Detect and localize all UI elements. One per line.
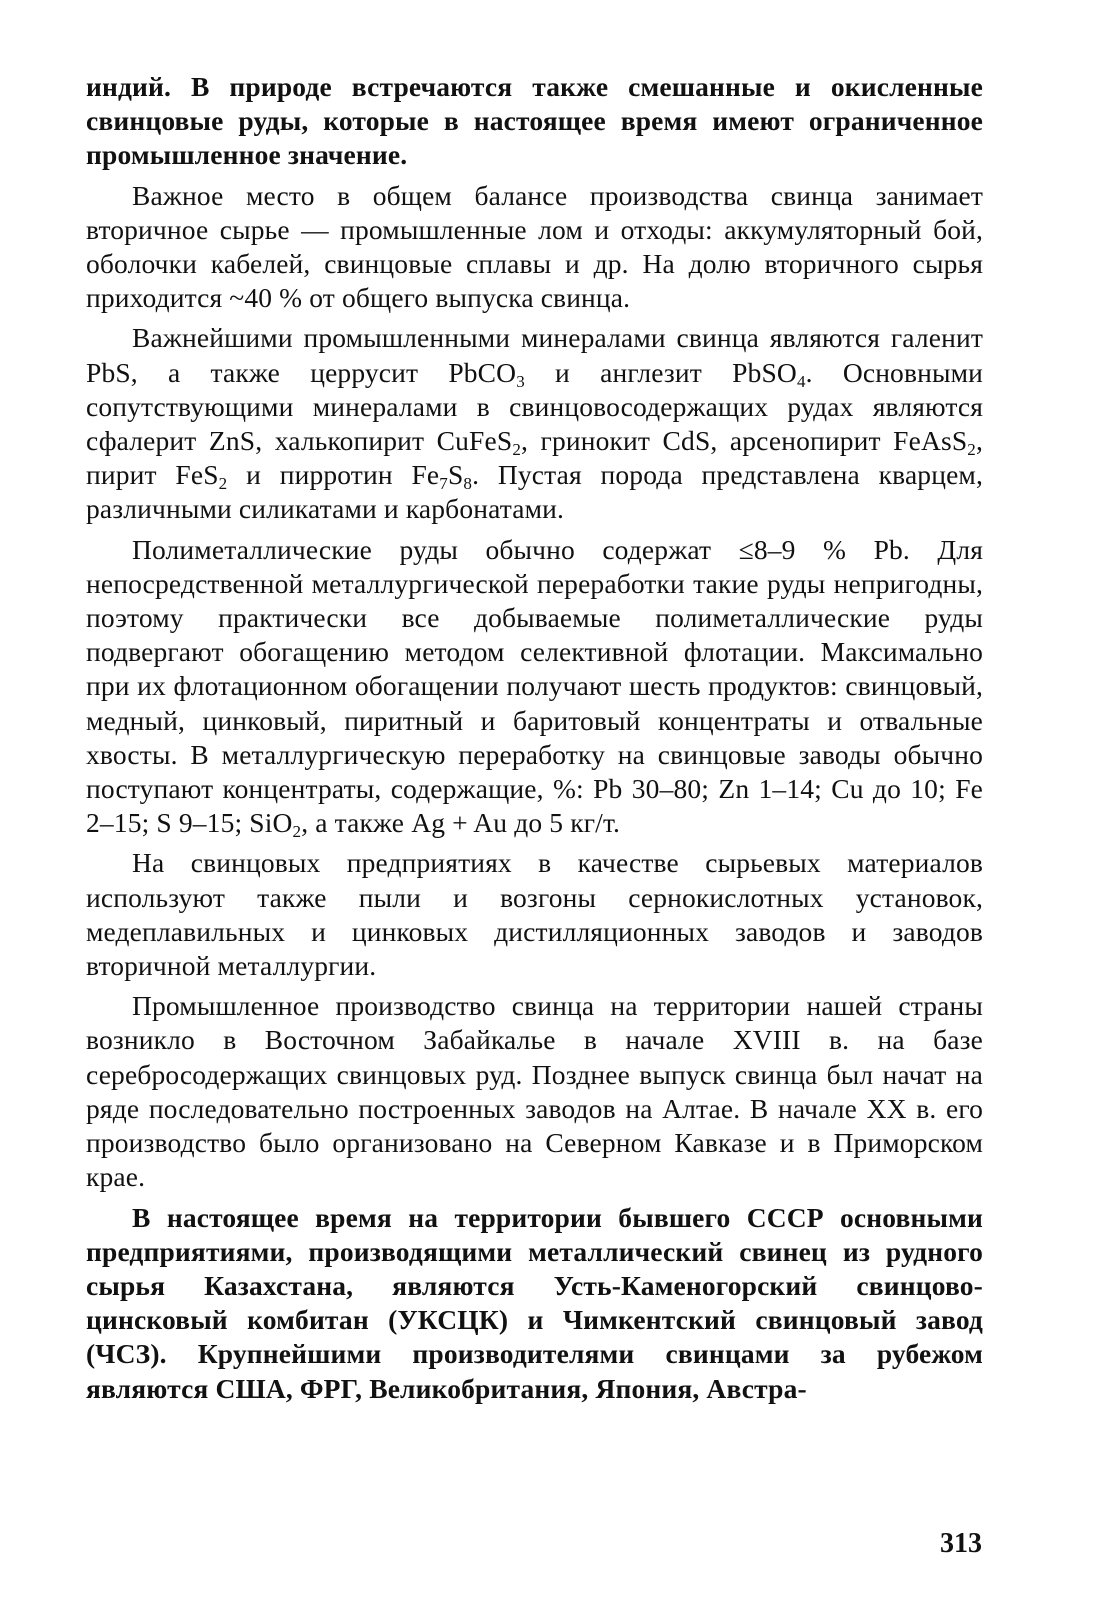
paragraph-4: Полиметаллические руды обычно содержат ≤8–9 % Pb. Для непосредственной металлургической переработки такие руды непригодны, поэтому практически все добываемые полиметаллические руды подвергают обогащению методом селективной флотации. Максимально при их флотационном обогащении получают шесть продуктов: свинцовый, медный, цинковый, пиритный и баритовый концентраты и отвальные хвосты. В металлургическую переработку на свинцовые заводы обычно поступают концентраты, содержащие, %: Pb 30–80; Zn 1–14; Cu до 10; Fe 2–15; S 9–15; SiO$_2$, а также Ag + Au до 5 кг/т. [86,533,983,842]
paragraph-5: На свинцовых предприятиях в качестве сырьевых материалов используют также пыли и возгоны сернокислотных установок, медеплавильных и цинковых дистилляционных заводов и заводов вторичной металлургии. [86,847,983,982]
body-text [86,70,983,1406]
paragraph-2: Важное место в общем балансе производства свинца занимает вторичное сырье — промышленные лом и отходы: аккумуляторный бой, оболочки кабелей, свинцовые сплавы и др. На долю вторичного сырья приходится ~40 % от общего выпуска свинца. [86,179,983,314]
paragraph-6: Промышленное производство свинца на территории нашей страны возникло в Восточном Забайкалье в начале XVIII в. на базе серебросодержащих свинцовых руд. Позднее выпуск свинца был начат на ряде последовательно построенных заводов на Алтае. В начале XX в. его производство было организовано на Северном Кавказе и в Приморском крае. [86,990,983,1193]
paragraph-7: В настоящее время на территории бывшего СССР основными предприятиями, производящими металлический свинец из рудного сырья Казахстана, являются Усть-Каменогорский свинцово-цинсковый комбитан (УКСЦК) и Чимкентский свинцовый завод (ЧСЗ). Крупнейшими производителями свинцами за рубежом являются США, ФРГ, Великобритания, Япония, Австра- [86,1201,983,1404]
page-number: 313 [940,1528,982,1559]
paragraph-1: индий. В природе встречаются также смешанные и окисленные свинцовые руды, которые в настоящее время имеют ограниченное промышленное значение. [86,71,983,171]
paragraph-3: Важнейшими промышленными минералами свинца являются галенит PbS, а также церрусит PbCO$_3$ и англезит PbSO$_4$. Основными сопутствующими минералами в свинцовосодержащих рудах являются сфалерит ZnS, халькопирит CuFeS$_2$, гринокит CdS, арсенопирит FeAsS$_2$, пирит FeS$_2$ и пирротин $Fe_7S_8$. Пустая порода представлена кварцем, различными силикатами и карбонатами. [86,322,984,525]
